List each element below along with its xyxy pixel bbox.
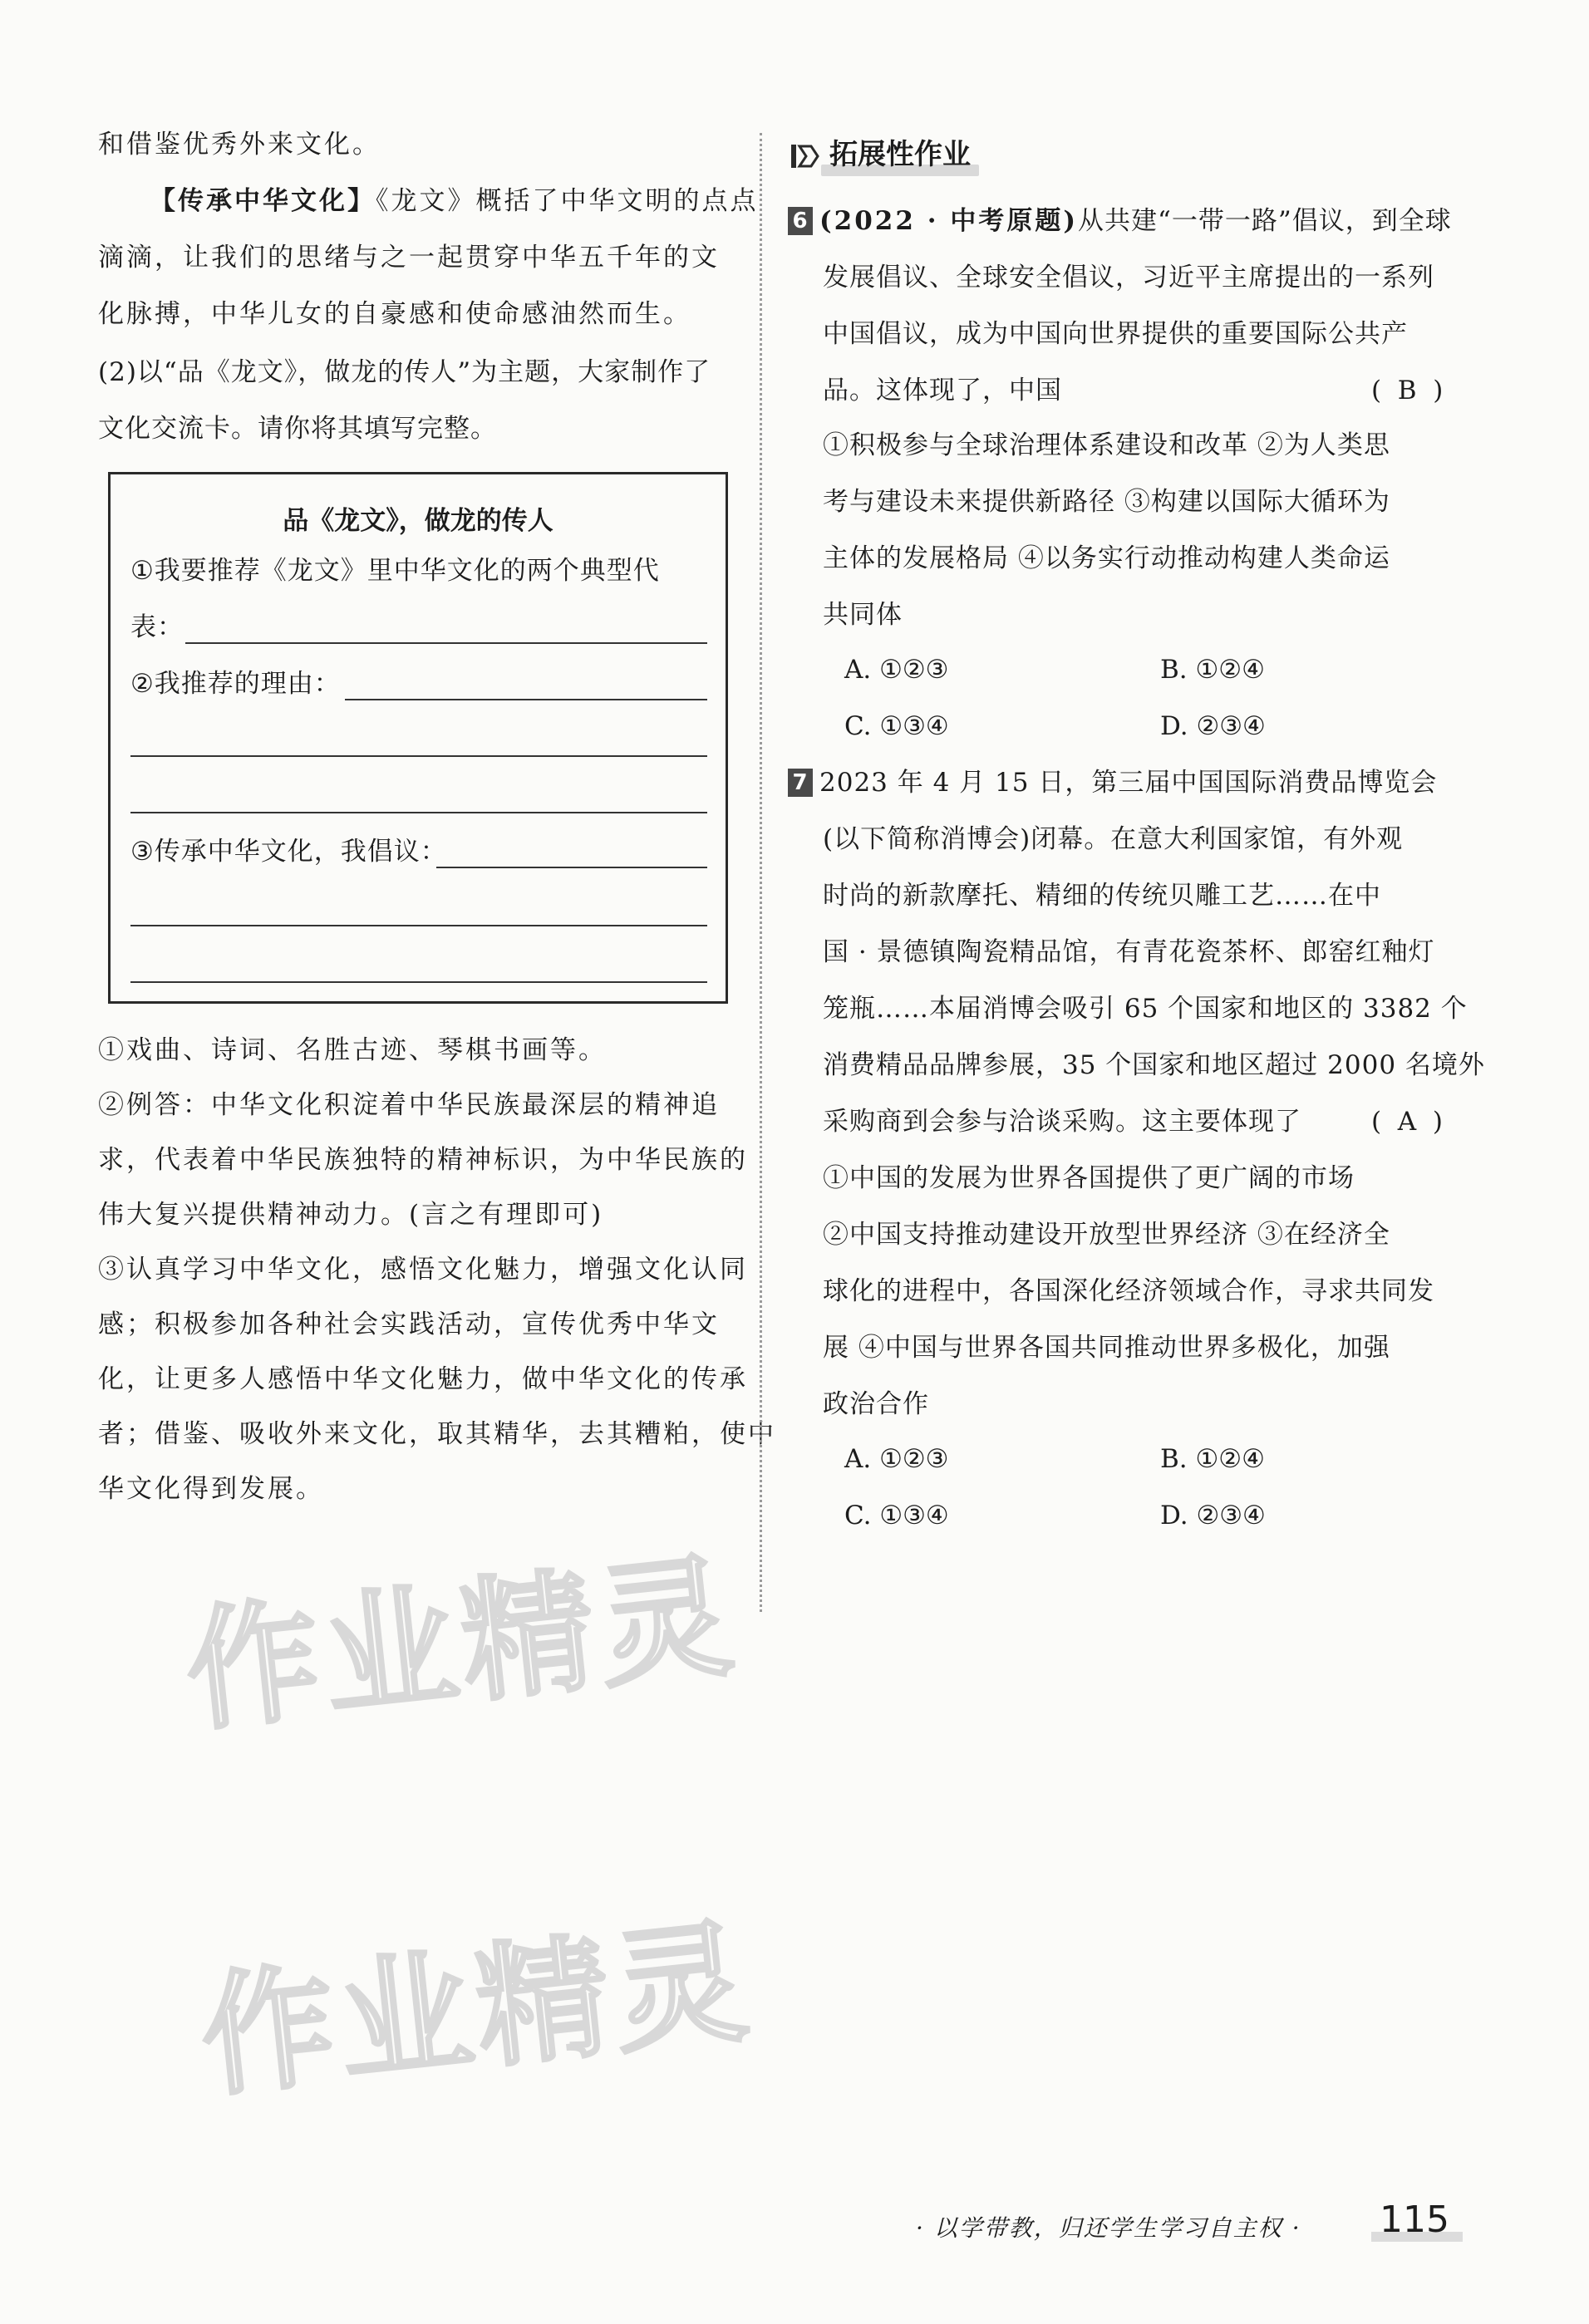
q7-line-4: 国 · 景德镇陶瓷精品馆，有青花瓷茶杯、郎窑红釉灯 — [823, 937, 1435, 967]
page-number: 115 — [1380, 2199, 1449, 2241]
footer-slogan: · 以学带教，归还学生学习自主权 · — [916, 2214, 1301, 2242]
inheritance-paragraph-line-3: 化脉搏，中华儿女的自豪感和使命感油然而生。 — [98, 299, 691, 329]
q7-line-3: 时尚的新款摩托、精细的传统贝雕工艺……在中 — [823, 881, 1381, 911]
q7-option-a[interactable]: A. ①②③ — [844, 1444, 949, 1474]
section-header — [788, 133, 1037, 179]
q7-statement-5: 政治合作 — [823, 1389, 929, 1419]
q7-option-b[interactable]: B. ①②④ — [1160, 1444, 1265, 1474]
card-item-3-label: ③传承中华文化，我倡议： — [130, 837, 447, 867]
q6-statement-3: 主体的发展格局 ④以务实行动推动构建人类命运 — [823, 543, 1390, 573]
q7-line-5: 笼瓶……本届消博会吸引 65 个国家和地区的 3382 个 — [823, 994, 1468, 1024]
card-item-1-line-2: 表： — [130, 612, 184, 642]
arrow-bookmark-icon — [788, 140, 821, 173]
q7-number-badge: 7 — [788, 769, 813, 797]
q7-answer: ( A ) — [1371, 1107, 1443, 1137]
q7-line-1: 7 2023 年 4 月 15 日，第三届中国国际消费品博览会 — [788, 766, 1437, 799]
card-title: 品《龙文》，做龙的传人 — [283, 506, 553, 536]
card-item-3-blank-3[interactable] — [130, 981, 707, 983]
watermark-top: 作业精灵 — [179, 1537, 745, 1751]
watermark-bottom: 作业精灵 — [194, 1903, 760, 2116]
q7-option-d[interactable]: D. ②③④ — [1160, 1501, 1266, 1530]
question-2-line-1: (2)以“品《龙文》，做龙的传人”为主题，大家制作了 — [98, 357, 711, 387]
q7-statement-4: 展 ④中国与世界各国共同推动世界多极化，加强 — [823, 1333, 1390, 1363]
answer-3-line-1: ③认真学习中华文化，感悟文化魅力，增强文化认同 — [98, 1255, 748, 1285]
q6-option-d[interactable]: D. ②③④ — [1160, 711, 1266, 741]
card-item-2-blank-2[interactable] — [130, 755, 707, 757]
inheritance-paragraph-line-2: 滴滴，让我们的思绪与之一起贯穿中华五千年的文 — [98, 243, 720, 273]
left-intro-line: 和借鉴优秀外来文化。 — [98, 130, 381, 160]
answer-3-line-2: 感；积极参加各种社会实践活动，宣传优秀中华文 — [98, 1309, 720, 1339]
q6-option-b[interactable]: B. ①②④ — [1160, 655, 1265, 685]
card-item-2-blank-3[interactable] — [130, 812, 707, 813]
q6-statement-1: ①积极参与全球治理体系建设和改革 ②为人类思 — [823, 430, 1390, 460]
q6-line-2: 发展倡议、全球安全倡议，习近平主席提出的一系列 — [823, 263, 1434, 292]
q6-statement-4: 共同体 — [823, 600, 903, 630]
q7-line-6: 消费精品品牌参展，35 个国家和地区超过 2000 名境外 — [823, 1050, 1485, 1080]
q6-number-badge: 6 — [788, 207, 813, 235]
q6-statement-2: 考与建设未来提供新路径 ③构建以国际大循环为 — [823, 487, 1390, 517]
card-item-3-blank-1[interactable] — [436, 867, 707, 868]
inheritance-heading: 【传承中华文化】 — [150, 186, 376, 216]
section-title: 拓展性作业 — [829, 138, 971, 171]
q7-line-2: (以下简称消博会)闭幕。在意大利国家馆，有外观 — [823, 824, 1404, 854]
q7-statement-2: ②中国支持推动建设开放型世界经济 ③在经济全 — [823, 1220, 1390, 1250]
inheritance-paragraph-line-1: 【传承中华文化】《龙文》概括了中华文明的点点 — [150, 186, 759, 216]
q6-line-3: 中国倡议，成为中国向世界提供的重要国际公共产 — [823, 319, 1408, 349]
q6-option-a[interactable]: A. ①②③ — [844, 655, 949, 685]
q6-source: (2022 · 中考原题) — [819, 206, 1078, 236]
answer-2-line-1: ②例答：中华文化积淀着中华民族最深层的精神追 — [98, 1090, 720, 1120]
answer-3-line-4: 者；借鉴、吸收外来文化，取其精华，去其糟粕，使中 — [98, 1419, 776, 1449]
card-item-2-blank-1[interactable] — [345, 699, 707, 700]
q6-answer: ( B ) — [1371, 376, 1444, 405]
q6-line-1: 6 (2022 · 中考原题)从共建“一带一路”倡议，到全球 — [788, 204, 1452, 238]
card-item-1-blank[interactable] — [185, 642, 707, 644]
q6-line-4: 品。这体现了，中国 — [823, 376, 1062, 405]
question-2-line-2: 文化交流卡。请你将其填写完整。 — [98, 414, 497, 444]
q7-option-c[interactable]: C. ①③④ — [844, 1501, 949, 1530]
card-item-2-label: ②我推荐的理由： — [130, 669, 341, 699]
column-divider — [760, 133, 762, 1612]
card-item-1-line-1: ①我要推荐《龙文》里中华文化的两个典型代 — [130, 556, 660, 586]
answer-3-line-5: 华文化得到发展。 — [98, 1474, 324, 1504]
q7-statement-1: ①中国的发展为世界各国提供了更广阔的市场 — [823, 1163, 1355, 1193]
answer-3-line-3: 化，让更多人感悟中华文化魅力，做中华文化的传承 — [98, 1364, 748, 1394]
card-item-3-blank-2[interactable] — [130, 925, 707, 926]
q6-option-c[interactable]: C. ①③④ — [844, 711, 949, 741]
culture-exchange-card — [108, 472, 728, 1004]
answer-1: ①戏曲、诗词、名胜古迹、琴棋书画等。 — [98, 1035, 607, 1065]
answer-2-line-2: 求，代表着中华民族独特的精神标识，为中华民族的 — [98, 1145, 748, 1175]
q7-statement-3: 球化的进程中，各国深化经济领域合作，寻求共同发 — [823, 1276, 1434, 1306]
q7-line-7: 采购商到会参与洽谈采购。这主要体现了 — [823, 1107, 1301, 1137]
answer-2-line-3: 伟大复兴提供精神动力。(言之有理即可) — [98, 1200, 604, 1230]
